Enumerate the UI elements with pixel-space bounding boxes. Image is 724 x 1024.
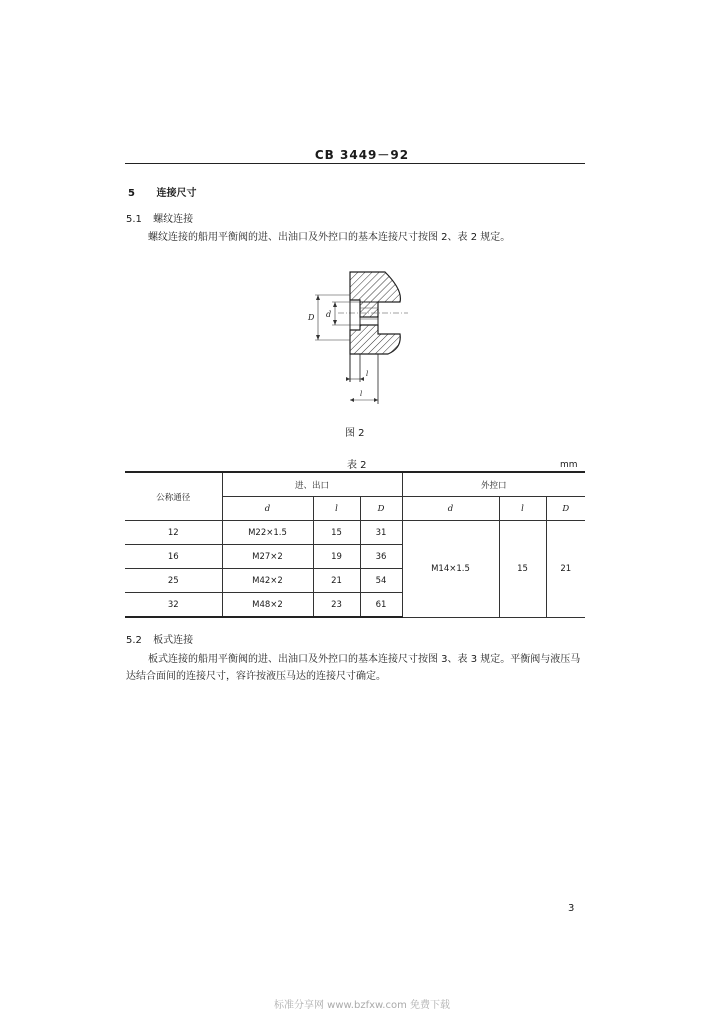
table-header-row-1 — [125, 472, 585, 497]
cell-ext-D: 21 — [546, 521, 585, 618]
section-5-1-number: 5.1 — [126, 214, 142, 225]
table-2-caption: 表 2 — [347, 460, 367, 471]
section-5-2-text-line-1: 板式连接的船用平衡阀的进、出油口及外控口的基本连接尺寸按图 3、表 3 规定。平衡阀与液压马 — [148, 654, 581, 665]
section-5-title: 连接尺寸 — [156, 188, 197, 199]
table-row — [125, 521, 585, 545]
header-l: l — [313, 497, 360, 521]
cell-l: 15 — [313, 521, 360, 545]
standard-number: CB 3449－92 — [314, 148, 410, 162]
header-inlet-outlet: 进、出口 — [222, 472, 402, 497]
cell-ext-l: 15 — [499, 521, 546, 618]
watermark-footer: 标准分享网 www.bzfxw.com 免费下载 — [274, 1000, 450, 1011]
header-d: d — [222, 497, 313, 521]
section-5-heading — [128, 184, 196, 199]
dim-l-label-2: l — [360, 390, 363, 398]
cell-d: M42×2 — [222, 569, 313, 593]
header-nominal-diameter: 公称通径 — [125, 472, 222, 521]
cell-D: 31 — [360, 521, 402, 545]
cell-dn: 16 — [125, 545, 222, 569]
cell-dn: 12 — [125, 521, 222, 545]
cell-l: 21 — [313, 569, 360, 593]
header-D: D — [360, 497, 402, 521]
dim-d-label: d — [326, 310, 332, 319]
header-ext-D: D — [546, 497, 585, 521]
table-2-unit: mm — [560, 460, 578, 470]
figure-2-caption: 图 2 — [345, 428, 365, 439]
page-number: 3 — [568, 903, 575, 914]
cell-dn: 25 — [125, 569, 222, 593]
header-rule — [125, 163, 585, 164]
table-2 — [125, 471, 585, 618]
section-5-2-heading — [126, 631, 193, 646]
cell-l: 23 — [313, 593, 360, 618]
section-5-2-number: 5.2 — [126, 635, 142, 646]
valve-body-lower — [350, 325, 400, 354]
cell-D: 36 — [360, 545, 402, 569]
section-5-2-text-line-2: 达结合面间的连接尺寸，容许按液压马达的连接尺寸确定。 — [126, 671, 386, 682]
section-5-number: 5 — [128, 188, 135, 199]
dim-l-label-1: l — [366, 370, 369, 378]
cell-d: M48×2 — [222, 593, 313, 618]
cell-D: 54 — [360, 569, 402, 593]
threaded-port-diagram — [290, 262, 420, 410]
cell-D: 61 — [360, 593, 402, 618]
cell-dn: 32 — [125, 593, 222, 618]
valve-body-upper — [350, 272, 400, 317]
dim-D-label: D — [308, 313, 315, 322]
cell-d: M22×1.5 — [222, 521, 313, 545]
section-5-1-text: 螺纹连接的船用平衡阀的进、出油口及外控口的基本连接尺寸按图 2、表 2 规定。 — [148, 232, 511, 243]
header-ext-d: d — [402, 497, 499, 521]
header-ext-l: l — [499, 497, 546, 521]
cell-ext-d: M14×1.5 — [402, 521, 499, 618]
header-external-control: 外控口 — [402, 472, 585, 497]
cell-l: 19 — [313, 545, 360, 569]
section-5-2-title: 板式连接 — [153, 635, 194, 646]
section-5-1-title: 螺纹连接 — [153, 214, 194, 225]
section-5-1-heading — [126, 210, 193, 225]
cell-d: M27×2 — [222, 545, 313, 569]
